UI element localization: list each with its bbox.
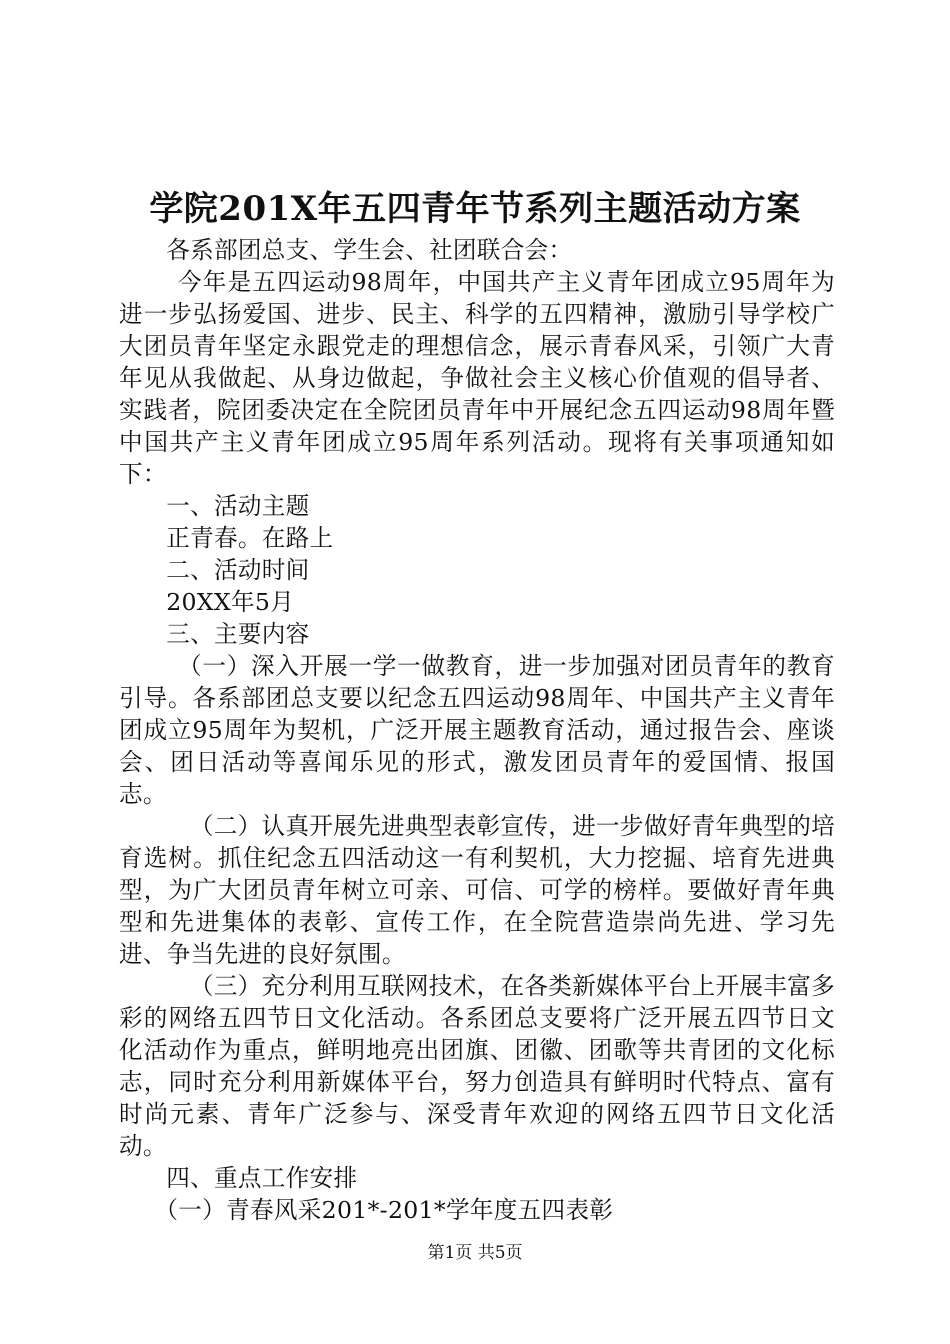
section-3-heading: 三、主要内容: [166, 620, 310, 648]
salutation: 各系部团总支、学生会、社团联合会：: [166, 236, 573, 264]
section-3-item-2: （二）认真开展先进典型表彰宣传，进一步做好青年典型的培育选树。抓住纪念五四活动这一有利契机，大力挖掘、培育先进典型，为广大团员青年树立可亲、可信、可学的榜样。要做好青年典型和先进集体的表彰、宣传工作，在全院营造崇尚先进、学习先进、争当先进的良好氛围。: [119, 812, 835, 968]
section-4-heading: 四、重点工作安排: [166, 1164, 358, 1192]
section-3-item-3: （三）充分利用互联网技术，在各类新媒体平台上开展丰富多彩的网络五四节日文化活动。各系团总支要将广泛开展五四节日文化活动作为重点，鲜明地亮出团旗、团徽、团歌等共青团的文化标志，同时充分利用新媒体平台，努力创造具有鲜明时代特点、富有时尚元素、青年广泛参与、深受青年欢迎的网络五四节日文化活动。: [119, 972, 835, 1160]
intro-paragraph: 今年是五四运动98周年，中国共产主义青年团成立95周年为进一步弘扬爱国、进步、民主、科学的五四精神，激励引导学校广大团员青年坚定永跟党走的理想信念，展示青春风采，引领广大青年见从我做起、从身边做起，争做社会主义核心价值观的倡导者、实践者，院团委决定在全院团员青年中开展纪念五四运动98周年暨中国共产主义青年团成立95周年系列活动。现将有关事项通知如下：: [119, 268, 835, 488]
section-4-item-1: （一）青春风采201*-201*学年度五四表彰: [154, 1196, 614, 1224]
section-2-content: 20XX年5月: [166, 588, 295, 616]
section-3-item-1: （一）深入开展一学一做教育，进一步加强对团员青年的教育引导。各系部团总支要以纪念五四运动98周年、中国共产主义青年团成立95周年为契机，广泛开展主题教育活动，通过报告会、座谈会、团日活动等喜闻乐见的形式，激发团员青年的爱国情、报国志。: [119, 652, 835, 808]
section-1-heading: 一、活动主题: [166, 492, 310, 520]
section-1-content: 正青春。在路上: [166, 524, 334, 552]
document-body: [119, 234, 835, 1226]
section-2-heading: 二、活动时间: [166, 556, 310, 584]
document-title: 学院201X年五四青年节系列主题活动方案: [149, 189, 801, 229]
page-footer: 第1页 共5页: [427, 1243, 523, 1263]
